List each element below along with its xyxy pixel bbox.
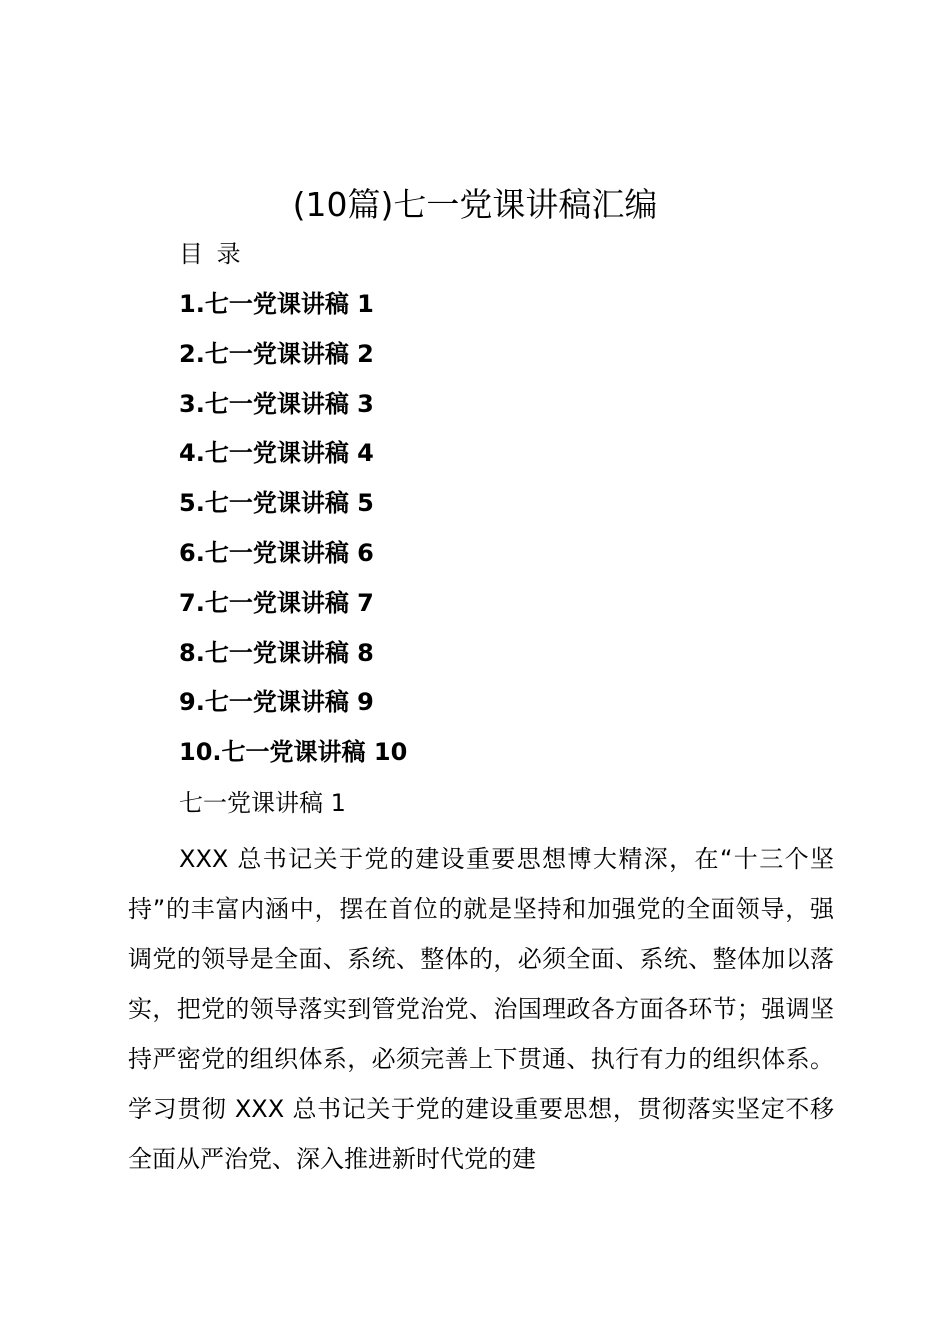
toc-item: 8.七一党课讲稿 8: [179, 638, 374, 667]
toc-item: 3.七一党课讲稿 3: [179, 389, 374, 418]
toc-item: 9.七一党课讲稿 9: [179, 688, 374, 717]
table-of-contents: [179, 286, 407, 784]
toc-label: 目 录: [179, 240, 244, 268]
toc-item: 1.七一党课讲稿 1: [179, 290, 374, 318]
section-heading: 七一党课讲稿 1: [179, 789, 346, 817]
toc-item: 10.七一党课讲稿 10: [179, 738, 408, 767]
toc-item: 7.七一党课讲稿 7: [179, 588, 374, 617]
toc-item: 5.七一党课讲稿 5: [179, 489, 374, 518]
toc-item: 6.七一党课讲稿 6: [179, 538, 374, 567]
document-title: (10篇)七一党课讲稿汇编: [292, 185, 658, 224]
toc-item: 2.七一党课讲稿 2: [179, 339, 374, 368]
body-paragraph: XXX 总书记关于党的建设重要思想博大精深，在“十三个坚持”的丰富内涵中，摆在首位的就是坚持和加强党的全面领导，强调党的领导是全面、系统、整体的，必须全面、系统、整体加以落实，把党的领导落实到管党治党、治国理政各方面各环节；强调坚持严密党的组织体系，必须完善上下贯通、执行有力的组织体系。学习贯彻 XXX 总书记关于党的建设重要思想，贯彻落实坚定不移全面从严治党、深入推进新时代党的建: [128, 845, 834, 1173]
toc-item: 4.七一党课讲稿 4: [179, 439, 374, 468]
